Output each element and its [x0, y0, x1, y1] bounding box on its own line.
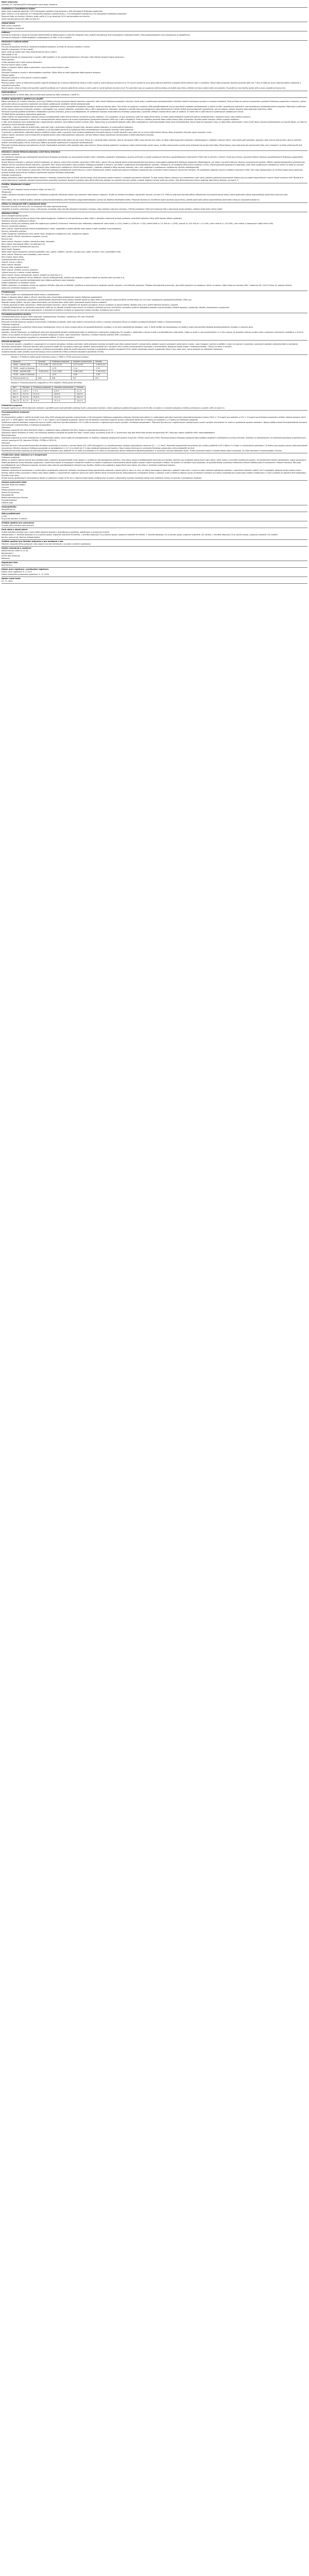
section-heading: Dávkování a způsob podání [2, 41, 29, 43]
section [2, 31, 307, 41]
section-paragraph: Souhrn bezpečnostního profilu [2, 215, 28, 217]
section-paragraph: 22. 11. 2022 [2, 580, 13, 582]
section-paragraph: Vzácné: Sucho v ústech. [2, 261, 23, 263]
section-heading: Zvláštní opatření pro uchovávání [2, 521, 35, 524]
section [2, 529, 307, 540]
section-heading: Interakce s jinými léčivými přípravky a jiné formy interakce [2, 151, 60, 153]
section-paragraph: Azelastin-hydrochlorid [2, 329, 21, 331]
section-paragraph: Údaje o podávání azelastin-hydrochloridu a flutikason-propionátu těhotným ženám jsou omezené nebo nejsou k dispozici. Studie na zvířatech prokázaly reprodukční toxicitu (viz bod 5.3). Proto se přípravek Dymista během těhotenství má používat pouze tehdy, pokud potenciální přínos ospravedlňuje potenciální riziko pro plod. [2, 194, 288, 196]
section-paragraph: Nálezy ve studiích obecné toxicity byly podobné jako u ostatních glukokortikoidů a jsou spojeny s nadměrnou farmakologickou aktivitou. Tyto nálezy nejsou pravděpodobně relevantní pro člověka, kterému jsou podávány doporučené nosní dávky, které vedou k minimální systémové expozici. Ve standardních testech genotoxicity nebyly pozorovány žádné genotoxické účinky flutikason-propionátu. Kromě toho nebylo ve dvouletých inhalačních studiích na myších a potkanech zaznamenáno žádné zvýšení výskytu nádorů související s léčbou. Ve studiích na zvířatech bylo prokázáno, že glukokortikoidy vyvolávají malformace včetně rozštěpu patra a intrauterinní růstové retardace. Toto platí pravděpodobně i pro flutikason-propionát, ale tento nález nebude pravděpodobně relevantní pro člověka, kterému jsou podávány doporučené nosní dávky, jež vedou k minimální systémové expozici. [2, 459, 306, 466]
section [2, 562, 307, 568]
section-paragraph: Přípravek Dymista podléhá rozsáhlému metabolismu prvního průchodu, proto je pravděpodobné, že systémová expozice intranazálnímu flutikason-propionátu u pacientů s těžkým onemocněním jater je zvýšená. To může vést k vyšší frekvenci systémových nežádoucích účinků. [2, 111, 244, 113]
table-header-cell: Flutikason-propionát [31, 386, 53, 389]
section-paragraph: Po podání přípravku Dymista se často může objevit dysgeuzie, nepříjemná chuť specifická pro látku (často v důsledku nesprávné metody podávání, konkrétně naklonění hlavy příliš dozadu během podávání). [2, 217, 183, 219]
section [2, 313, 307, 341]
table-header-cell: Azelastin-hydrochlorid [71, 360, 94, 363]
section-heading: Druh obalu a obsah balení [2, 528, 28, 531]
section [2, 8, 307, 22]
table-cell: 25,0 % [31, 396, 53, 399]
section-paragraph: Azelastin-hydrochlorid nevykazoval u morčat žádný senzibilizační potenciál. Azelastin nevykazoval žádný genotoxický potenciál v baterii testů in vitro a in vivo, ani žádný karcinogenní potenciál u potkanů nebo myší. U samců a samic potkanů způsoboval azelastin v perorálních dávkách vyšších než 3 mg/kg/den dávkově závislý pokles indexu fertility; žádné změny související s látkou však nebyly zjištěny v reprodukčních orgánech samců ani samic během studií chronické toxicity. Embryotoxické a teratogenní účinky u potkanů, myší a králíků se objevily pouze při dávkách toxických pro matku (například byly pozorovány kosterní malformace u myší a potkanů při dávkách 68,6 mg/kg/den). [2, 469, 307, 474]
section-heading: Kvalitativní a kvantitativní složení [2, 8, 36, 10]
section-paragraph: Méně časté: Nosní diskomfort (včetně podráždění nosu, pálení, svědění), kýchání, suchost nosu, kašel, suchost v krku, podráždění hrdla. [2, 251, 121, 253]
table-cell: rTOSS – rozdíl vs Dymista [11, 374, 37, 377]
section-paragraph: Hlášení podezření na nežádoucí účinky [2, 282, 36, 284]
section-paragraph: Přípravek Dymista obsahuje benzalkonium-chlorid. Dlouhodobé používání může způsobit otok nosní sliznice. Pokud existuje podezření na takovou reakci (přetrvávající ucpání nosu), je třeba pokud možno použít nosní přípravek bez konzervační látky. Pokud takový nosní přípravek bez konzervační látky není k dispozici, je třeba zvážit použití jiné lékové formy. [2, 144, 302, 149]
section-paragraph: Porucha zraku [2, 137, 14, 139]
section-paragraph: Studie toxicity opakovaných intranazálních dávek na potkanech trvající až 90 dní a 14denní studie lokální snášenlivosti na psech s přípravkem Dymista neodhalily žádné nové nežádoucí účinky ve srovnání s jednotlivými složkami. [2, 477, 202, 479]
section-paragraph: Velmi vzácné: Hypersenzitivita včetně anafylaktických reakcí, angioedému (edém obličeje nebo jazyka a kožní vyrážka), bronchospasmu. [2, 228, 122, 230]
section-paragraph: Příprava spreje: Láhev je třeba před použitím opatrně protřepat asi 5 sekund nakláněním nahoru a dolů a poté je nutné sejmout ochranný kryt. Při prvním použití se musí sprej připravit stlačením pumpičky 6krát směrem dolů a uvolněním. Pokud nebyl přípravek Dymista používán déle než 7 dnů, je třeba jej znovu připravit jedním stlačením a uvolněním pumpičky. [2, 82, 301, 87]
section [2, 513, 307, 522]
section-paragraph: Pro plný terapeutický účinek je nezbytné pravidelné používání. Je třeba se vyhnout kontaktu s očima. [2, 46, 91, 48]
table-cell: -3,48 (4,03) [37, 370, 50, 373]
section-paragraph: Fertilita [2, 186, 8, 188]
table-cell: -0,50 [71, 374, 94, 377]
section-paragraph: Hypersenzitivita na léčivé látky nebo na kteroukoli pomocnou látku uvedenou v bodě 6.1. [2, 94, 80, 96]
section-heading: Datum první registrace / prodloužení registrace [2, 568, 49, 570]
table-cell: 34,9 % [31, 399, 53, 402]
table-cell: Den 3 [11, 393, 21, 396]
section-paragraph: Chraňte před chladem nebo mrazem. [2, 524, 35, 527]
section-paragraph: Nežádoucí účinky jsou seřazeny podle tříd orgánových systémů a frekvence. Frekvence jsou definovány následovně: velmi časté (≥ 1/10), časté (≥ 1/100 až < 1/10), méně časté (≥ 1/1 000 až < 1/100), vzácné (≥ 1/10 000 až < 1/1 000), velmi vzácné (< 1/10 000), není známo (z dostupných údajů nelze určit). [2, 223, 274, 225]
section [2, 411, 307, 454]
section-paragraph: Farmakoterapeutická skupina: Nosní přípravky, kortikosteroidy, flutikason, kombinace; ATC kód: R01AD58. [2, 316, 95, 318]
section-heading: Datum revize textu [2, 577, 21, 580]
table-cell: -1,14 [71, 367, 94, 370]
section-paragraph: Velmi vzácné: Závrať, somnolence (ospalost, únava). [2, 235, 48, 238]
section-heading: Doba použitelnosti [2, 512, 20, 515]
table-cell: 846 [50, 377, 71, 380]
section-heading: Pediatrická populace [2, 404, 23, 406]
section [2, 341, 307, 355]
section-paragraph: V souvislosti se systémovým a topickým podáváním kortikosteroidů může dojít k poruše zraku. Pokud se u pacienta objeví příznaky, jako je rozmazané vidění nebo jiné poruchy zraku, je třeba zvážit doporučení pacienta k oftalmologovi k vyšetření možných příčin, mezi které patří katarakta, glaukom nebo vzácná onemocnění, jako je centrální serózní chorioretinopatie (CSCR), která byla hlášena po použití systémových a topických kortikosteroidů. [2, 139, 302, 144]
section-paragraph: Ve srovnání s registrovaným nosním sprejem s flutikason-propionátem došlo při použití přípravku Dymista k podstatnému zlepšení symptomů (50% snížení závažnosti nosních symptomů) dříve (3 dny nebo více), což se projevilo ve výsledcích hodnocení. [2, 348, 224, 350]
section-paragraph: Dymista 137 mikrogramů/50 mikrogramů nosní sprej, suspenze [2, 4, 58, 6]
section-paragraph: Tabulkový seznam nežádoucích účinků [2, 220, 36, 222]
section-paragraph: Studie lékových interakcí u zdravých jedinců prokázala, že ritonavir (velmi silný inhibitor cytochromu P450 3A4) v dávce 100 mg dvakrát denně zvýšil plazmatické koncentrace intranazálně podávaného flutikason-propionátu několiksetkrát, což vedlo k výrazně sníženým sérovým koncentracím kortizolu. Během postmarketingového používání byly hlášeny klinicky významné lékové interakce u pacientů, kteří užívali intranazální nebo inhalační flutikason-propionát a ritonavir, což vedlo k systémovým kortikosteroidním účinkům. Očekává se, že souběžná léčba jinými inhibitory CYP3A, včetně přípravků obsahujících kobicistat, zvýší riziko systémových nežádoucích účinků. Je třeba se vyhnout této kombinaci, pokud přínos nepřeváží zvýšené riziko systémových nežádoucích účinků kortikosteroidů; v takovém případě je třeba pacienty sledovat, zda u nich nedochází k systémovým nežádoucím účinkům kortikosteroidů. [2, 161, 305, 168]
table-cell: -0,33 [50, 374, 71, 377]
table-cell: -4,17 (4,52) [71, 363, 94, 366]
section-paragraph: Pomocné látky se známým účinkem: jeden vstřik (0,14 g) obsahuje 0,014 mg benzalkonium-chloridu. [2, 15, 90, 18]
section-paragraph: Velmi vzácné: Perforace nosní přepážky, eroze sliznice. [2, 253, 50, 256]
table-cell: -4,51 (4,75) [50, 363, 71, 366]
section-paragraph: Jeden vstřik do každé nosní dírky dvakrát denně (ráno a večer). [2, 51, 57, 53]
section [2, 98, 307, 151]
table-cell: -2,98 (4,20) [94, 363, 108, 366]
section-paragraph: Kojení [2, 196, 7, 198]
table-header-cell: Dymista [21, 386, 31, 389]
section-paragraph: Podávání flutikason-propionátu v dávce 200 mikrogramů/den nebylo spojeno se supresí hypotalamo-hypofyzárně-adrenální (HPA) osy u dětí a dospělých. Proto je u každého pacienta třeba zvážit přínosy léčby přípravkem Dymista oproti možným rizikům suprese nadledvin. [2, 118, 239, 121]
section-heading: Předklinické údaje vztahující se k bezpečnosti [2, 453, 47, 456]
section-paragraph: Poruchy kůže a podkožní tkáně [2, 266, 29, 268]
section-paragraph: 2 roky [2, 515, 7, 517]
section-paragraph: Fenylethylalkohol [2, 499, 17, 501]
table-header-cell: Den [11, 386, 21, 389]
section-paragraph: Ve 4 klinických studiích u dospělých a dospívajících se sezónní alergickou rinitidou vedl jeden vstřik přípravku Dymista do každé nosní dírky dvakrát denně k významnému zlepšení nosních symptomů (zahrnujících rinoreu, nosní kongesci, kýchání a svědění v nose) ve srovnání s placebem, samotným azelastin-hydrochloridem a samotným flutikason-propionátem. Přípravek Dymista také významně zlepšil oční symptomy (zahrnující svědění, slzení/vodnaté oči a zarudnutí očí) a kvalitu života pacientů související s onemocněním (Dotazník kvality života u rinokonjunktivitidy – RQLQ) ve všech 4 studiích. [2, 343, 298, 348]
table-cell: 21,9 % [21, 393, 31, 396]
section-paragraph: Návod k použití [2, 79, 15, 81]
section [2, 481, 307, 506]
section [2, 212, 307, 291]
section-paragraph: Velmi vzácné: Nauzea. [2, 264, 22, 266]
section [2, 454, 307, 481]
section-heading: Zvláštní opatření pro likvidaci přípravku a pro zacházení s ním [2, 540, 63, 543]
section-heading: Léková forma [2, 22, 15, 24]
section-paragraph: U těchto pacientů je třeba pokračovat v léčbě přípravkem Dymista v dávce dostatečné ke kontrole symptomů; funkce nadledvin se obnoví během několika dnů a lze ji ověřit měřením kortizolu v plazmě. [2, 304, 179, 306]
section [2, 91, 307, 98]
section-paragraph: Celkové poruchy a reakce v místě aplikace [2, 272, 39, 274]
section-paragraph: Rychlost eliminace intravenózně podaného flutikason-propionátu je lineární v rozmezí dávek 250–1000 mikrogramů a je charakterizována vysokou plazmatickou clearance (CL = 1,1 l/min). Maximální plazmatické koncentrace jsou sníženy přibližně o 98 % během 3–4 hodin a s terminálním poločasem 7,8 hodiny byly spojeny pouze nízké plazmatické koncentrace. Renální clearance flutikason-propionátu je zanedbatelná (< 0,2 %) a méně než 5 % jako metabolit karboxylové kyseliny. Hlavní cestou eliminace je vylučování flutikason-propionátu a jeho metabolitů do žluči. [2, 444, 307, 449]
section-paragraph: Není známo: Nosní vředy. [2, 256, 24, 258]
section-paragraph: Neuplatňuje se. [2, 508, 15, 511]
section-heading: Registrační číslo [2, 561, 18, 564]
table-cell: Den 14 [11, 399, 21, 402]
table-cell: 847 [71, 377, 94, 380]
section-paragraph: Nosní sprej, suspenze. [2, 25, 21, 27]
table-cell: 851 [94, 377, 108, 380]
table-cell: 10,8 % [75, 393, 85, 396]
section-paragraph: Flutikason-propionát je rychle odstraňován ze systémového oběhu, hlavně jaterním metabolismem na neaktivní metabolit karboxylové kyseliny enzymem CYP3A4 cytochromu P450. Perorálně podaný flutikason-propionát také podléhá rozsáhlému metabolismu prvního průchodu. Azelastin je metabolizován na N-desmethylazelastin prostřednictvím různých izoenzymů CYP, zejména CYP3A4, CYP2D6 a CYP2C19. [2, 436, 306, 442]
section-paragraph: Čištěná voda [2, 501, 13, 504]
table-cell: 22,8 % [75, 399, 85, 402]
section-paragraph: Velmi časté: Epistaxe. [2, 248, 21, 250]
section-paragraph: Bílá homogenní suspenze. [2, 27, 25, 29]
section-paragraph: Distribuce [2, 426, 11, 429]
section [2, 183, 307, 203]
section-paragraph: Gastrointestinální poruchy [2, 259, 25, 261]
section-heading: Fertilita, těhotenství a kojení [2, 183, 30, 185]
section-heading: Indikace [2, 31, 10, 33]
table-cell: 11,8 % [21, 389, 31, 393]
table-cell: -5,31 (5,08) [37, 363, 50, 366]
section-paragraph: Ojediněle se mohou vyskytnout únava, vyčerpanost, ochablost nebo závratě způsobené samotnou chorobou nebo užíváním přípravku Dymista. V těchto případech může být schopnost řídit a obsluhovat stroje zhoršena. Alkohol může tento účinek zesílit. [2, 208, 223, 210]
section-paragraph: V případě předávkování po náhodném perorálním požití lze na základě výsledků experimentů na zvířatech očekávat poruchy centrálního nervového systému způsobené azelastin-hydrochloridem (včetně ospalosti, zmatenosti, kómatu, tachykardie a hypotenze). [2, 307, 230, 309]
section-paragraph: Azelastin, derivát ftalazinonu, je klasifikován jako silná dlouhodobě působící antialergická látka se selektivními vlastnostmi antagonisty H1 receptoru, stabilizátoru žírných buněk a protizánětlivými vlastnostmi. Údaje ze studií in vivo (preklinických) a in vitro ukazují, že azelastin inhibuje syntézu nebo uvolňování chemických mediátorů, o nichž je známo, že se podílejí na časných a pozdních stadiích alergických reakcí, např. leukotrienů, histaminu, inhibitorů aktivity destiček (PAF) a serotoninu. [2, 331, 304, 336]
table-cell: 7,3 % [31, 389, 53, 393]
section-paragraph: Respirační, hrudní a mediastinální poruchy [2, 246, 39, 248]
table-cell: -1,09 [94, 374, 108, 377]
section-paragraph: Mohou se objevit systémové účinky některých nosních kortikosteroidů, zejména při podávání vysokých dávek po dlouhou dobu (viz bod 4.4). [2, 277, 125, 279]
section-paragraph: Poruchy nervového systému [2, 230, 27, 232]
table-cell: 24,2 % [53, 396, 75, 399]
section-paragraph: Přípravek Dymista obsahuje azelastin-hydrochlorid a flutikason-propionát, které mají rozdílný mechanismus účinku a vykazují synergický účinek ve zlepšení symptomů alergické rinitidy a rinokonjunktivitidy. [2, 321, 182, 323]
section-paragraph: 61352 Bad Homburg [2, 554, 20, 557]
section-paragraph: Flutikason-propionát [2, 324, 20, 326]
section-paragraph: U dětí, které dostávají nosní kortikosteroidy v doporučených dávkách, bylo hlášeno snížení rychlosti růstu. Doporučuje se pravidelně sledovat výšku dětí a dospívajících, kteří dlouhodobě užívají nosní kortikosteroidy. Pokud dojde ke zpomalení růstu, je třeba léčbu přehodnotit s cílem snížit dávku nosního kortikosteroidu na nejnižší dávku, při které je udržována účinná kontrola symptomů. [2, 121, 307, 126]
section-paragraph: Přípravek Dymista má mírný vliv na schopnost řídit nebo obsluhovat stroje. [2, 206, 67, 208]
section-paragraph: Nejsou k dispozici žádné údaje o účincích akutního nebo chronického předávkování nosním flutikason-propionátem. [2, 296, 103, 298]
section-paragraph: Není známo: Rozmazané vidění (viz také bod 4.4). [2, 243, 46, 245]
section-paragraph: Přípravek Dymista se nedoporučuje k použití u dětí mladších 12 let, protože bezpečnost a účinnost v této věkové skupině nebyla stanovena. [2, 56, 125, 58]
section-paragraph: Dymista je indikován k úlevě od příznaků středně těžké až těžké sezónní a celoroční alergické rýmy, jestliže monoterapie buď intranazálním antihistaminikem, nebo glukokortikoidem není považována za dostatečnou. [2, 34, 191, 36]
section-paragraph: Azelastin-hydrochlorid [2, 174, 21, 176]
section [2, 578, 307, 584]
section-paragraph: Velmi vzácné: Vyrážka, pruritus, kopřivka. [2, 269, 39, 271]
section-heading: Název přípravku [2, 1, 18, 3]
section-paragraph: Starší pacienti [2, 59, 14, 61]
section-paragraph: Těhotenství [2, 191, 12, 193]
table-header-cell: Parametr [11, 360, 37, 363]
section-paragraph: Německo [2, 557, 10, 560]
section-paragraph: Absorpce [2, 413, 10, 416]
table-cell: 31,4 % [21, 396, 31, 399]
section-paragraph: Podávání dávek vyšších, než jsou doporučené dávky, po dlouhou dobu může vést k přechodné supresi funkce nadledvin. [2, 301, 108, 303]
table-row [11, 377, 108, 380]
section-paragraph: Na trhu nemusí být všechny velikosti balení. [2, 536, 41, 538]
section-paragraph: Porucha funkce ledvin a jater [2, 64, 27, 66]
table-cell: -2,33 [94, 367, 108, 370]
table-cell: Počet pacientů (n) [11, 377, 37, 380]
section-paragraph: Poruchy oka [2, 238, 12, 240]
section-paragraph: U pacientů léčených nosními kortikosteroidy byla hlášena perforace nosní přepážky. [2, 279, 75, 281]
section-paragraph: Datum posledního prodloužení registrace: 3. 12. 2018 [2, 573, 49, 575]
section-paragraph: Za normálních okolností jsou plazmatické koncentrace flutikason-propionátu po intranazálním podání nízké v důsledku rozsáhlého metabolismu prvního průchodu a vysoké systémové clearance zprostředkované cytochromem P450 3A4 ve střevě a v játrech. Proto jsou klinicky významné lékové interakce zprostředkované flutikason-propionátem nepravděpodobné. [2, 156, 303, 161]
section-paragraph: Flutikason-propionát [2, 154, 20, 156]
section-paragraph: Infekce nosních dýchacích cest je třeba léčit antibakteriálními nebo antimykotickými přípravky, ale tyto infekce nejsou specifickou kontraindikací k léčbě přípravkem Dymista. [2, 134, 154, 136]
section-paragraph: U pacientů s tuberkulózou, jakýmkoli druhem neléčené infekce nebo u pacientů, kteří nedávno podstoupili chirurgický zákrok či utrpěli poranění nosu nebo úst, je nutné zvážit možné přínosy léčby přípravkem Dymista oproti možnému riziku. [2, 131, 212, 133]
section-paragraph: Flutikason-propionát má velký distribuční objem v ustáleném stavu (přibližně 318 litrů). Vazba na plazmatické proteiny je 91 %. [2, 429, 113, 431]
table-cell: 848 [37, 377, 50, 380]
section-paragraph: Flutikason-propionát [2, 456, 20, 459]
table-cell: 16,9 % [53, 393, 75, 396]
section-paragraph: Při používání nosních kortikosteroidů se mohou objevit systémové účinky, obzvláště při podávání vysokých dávek po dlouhou dobu. Tyto účinky se vyskytují s mnohem nižší pravděpodobností než při perorálním podávání kortikosteroidů a mohou se lišit u jednotlivých pacientů a mezi jednotlivými kortikosteroidními přípravky. Potenciální systémové účinky mohou zahrnovat Cushingův syndrom, cushingoidní rysy, supresi nadledvin, zpomalení růstu u dětí a dospívajících, kataraktu, glaukom a vzácněji řadu psychologických nebo behaviorálních účinků včetně psychomotorické hyperaktivity, poruch spánku, úzkosti, deprese nebo agresivity (zejména u dětí). [2, 106, 306, 110]
table-row [11, 399, 85, 402]
section [2, 547, 307, 562]
section-paragraph: Všechen nepoužitý léčivý přípravek nebo odpad musí být zlikvidován v souladu s místními požadavky. [2, 543, 91, 545]
section-heading: Účinky na schopnost řídit a obsluhovat stroje [2, 203, 46, 205]
section-paragraph: Poruchy imunitního systému [2, 225, 27, 227]
section-paragraph: Mikrokrystalická celulosa [2, 488, 24, 491]
table-cell: — [37, 374, 50, 377]
section-paragraph: Uvedená tabulka uvádí výsledky souhrnné analýzy hlavní proměnné (rTNSS) a klíčové sekundární proměnné (rTOSS). [2, 351, 105, 353]
section-divider [2, 354, 307, 355]
table-cell: -2,39 (3,52) [94, 370, 108, 373]
table-cell: 15,4 % [31, 393, 53, 396]
section-paragraph: Použití spreje: Láhev je třeba před použitím opatrně protřepat asi 5 sekund nakláněním nahoru a dolů a poté je nutné sejmout ochranný kryt. Po vysmrkání nosu se suspenze vstřikne jednou do každé nosní dírky, přičemž se hlava naklání dolů (viz obrázek). Po použití se musí špička spreje otřít a znovu nasadit ochranný kryt. [2, 87, 286, 89]
document [0, 0, 309, 584]
section-paragraph: Evropská agentura pro léčivé přípravky rozhodla o zproštění povinnosti předložit výsledky studií s přípravkem Dymista u všech podskupin pediatrické populace do 6 let věku se sezónní a celoroční alergickou rinitidou (informace o použití u dětí viz bod 4.2). [2, 406, 225, 409]
section-paragraph: U této populace není nutná úprava dávkování. [2, 61, 42, 63]
section-paragraph: Způsob podání [2, 74, 15, 76]
table-caption: Tabulka 1: Průměrná změna oproti výchozímu stavu v rTNSS a rTOSS (souhrnná analýza) [11, 355, 89, 358]
section-paragraph: Azelastin-hydrochlorid [2, 466, 21, 469]
section-paragraph: Dymista je indikován k léčbě dospělých a dospívajících ve věku 12 let a starších. [2, 37, 72, 39]
table-caption: Tabulka 2: Procento pacientů s odpovědí (≥ 50% zlepšení rTNSS) podle dne léčby [11, 381, 82, 384]
table-cell: 41,1 % [21, 399, 31, 402]
section-heading: Předávkování [2, 291, 15, 293]
table-cell: rTOSS – průměr (SD) [11, 370, 37, 373]
section [2, 522, 307, 529]
section-paragraph: Není známo, zda se nazálně podaný azelastin-hydrochlorid/metabolity nebo flutikason-propionát/metabolity vylučují do lidského mateřského mléka. Přípravek Dymista se má během kojení používat pouze tehdy, jestliže potenciální přínos ospravedlňuje potenciální riziko pro novorozence/kojence. [2, 199, 260, 201]
table-cell: -2,98 (3,67) [71, 370, 94, 373]
table-cell: 31,2 % [53, 399, 75, 402]
table-cell: -0,79 [50, 367, 71, 370]
section-heading: Zvláštní upozornění a opatření pro použití [2, 98, 43, 100]
section-paragraph: Po intranazálním podání 2 vstřiků do každé nosní dírky (548 mikrogramů azelastin-hydrochloridu a 200 mikrogramů flutikason-propionátu) přípravku Dymista byla střední (± směrodatná odchylka) maximální plazmatická expozice (Cmax) 194,5 ± 74,4 pg/ml pro azelastin a 10,3 ± 3,9 pg/ml pro flutikason-propionát a střední celková expozice (AUC) byla 4217 ± 2618 pg/ml.h pro azelastin a 97,7 ± 43,1 pg/ml.h pro flutikason-propionát. Střední čas do dosažení maximální expozice (tmax) z jednotlivé dávky byl 0,5 hodiny pro azelastin a 1,0 hodiny pro flutikason-propionát. [2, 416, 306, 421]
table-header-cell: Azelastin-hydrochlorid [53, 386, 75, 389]
section-paragraph: Děti mladší 12 let [2, 54, 18, 56]
section-paragraph: Dihydrát dinatrium-edetátu [2, 483, 26, 486]
section-paragraph: Nejsou k dispozici žádné údaje o pacientech s poruchou funkce ledvin a jater. [2, 66, 70, 69]
table-cell: — [37, 367, 50, 370]
section-paragraph: Flutikason-propionát je syntetický trifluorovaný kortikosteroid, který má velmi vysokou afinitu ke glukokortikoidnímu receptoru a má silné protizánětlivé působení, např. 3–5krát silnější než dexametazon ve studiích vazby klonovaného lidského glukokortikoidního receptoru a exprese genu. [2, 326, 254, 328]
section-paragraph: Úleva od nosních alergických symptomů je pozorována během 15 minut po podání. [2, 336, 75, 338]
section-paragraph: Jeden vstřik (0,14 g) obsahuje 137 mikrogramů azelastin-hydrochloridu (= 125 mikrogramů azelastinu) a 50 mikrogramů flutikason-propionátu. [2, 13, 127, 15]
section-paragraph: Velmi vzácné: Únava (vyčerpanost, únava), slabost (viz také bod 4.7). [2, 274, 63, 276]
section-paragraph: Jeden gram suspenze obsahuje 1 000 mikrogramů azelastin-hydrochloridu a 365 mikrogramů flutikason-propionátu. [2, 10, 104, 12]
section-paragraph: Během používání po uvedení přípravku na trh byly hlášeny klinicky významné lékové interakce u pacientů, kteří užívali flutikason-propionát a ritonavir, které vedly k systémovým kortikosteroidním účinkům včetně Cushingova syndromu a suprese nadledvin. Proto je třeba se vyhnout současnému používání flutikason-propionátu a ritonaviru, pokud potenciální přínos pro pacienta nepřeváží nad rizikem systémových vedlejších účinků kortikosteroidů. [2, 100, 306, 105]
section-paragraph: Při léčbě těchto pacientů je doporučena opatrnost. [2, 113, 46, 115]
section-paragraph: Datum první registrace: 6. 3. 2013 [2, 570, 32, 573]
section-paragraph: Velikost balení: 1 lahvička obsahující 6,4 g nosního spreje, suspenze (nejméně 28 vstřiků), 1 lahvička obsahující 10 g nosního spreje, suspenze (nejméně 56 vstřiků), 1 lahvička obsahující 23 g nosního spreje, suspenze (nejméně 120 vstřiků), 1 lahvička obsahující 25 g nosního spreje, suspenze (nejméně 120 vstřiků). [2, 533, 278, 536]
table-cell: rTNSS – rozdíl vs Dymista [11, 367, 37, 370]
data-table [11, 386, 85, 403]
section-paragraph: Úplný seznam pomocných látek viz bod 6.1. [2, 18, 40, 20]
section [2, 540, 307, 547]
section-heading: Inkompatibility [2, 505, 16, 508]
section-paragraph: Časté: Dysgeuzie (nepříjemná chuť), bolest hlavy, dysgeuzie (nepříjemná chuť), nepříjemný zápach. [2, 233, 90, 235]
table-header-cell: Placebo [75, 386, 85, 389]
section-heading: Seznam pomocných látek [2, 481, 27, 483]
section-heading: Kontraindikace [2, 91, 16, 93]
section [2, 404, 307, 411]
table-cell: Den 1 [11, 389, 21, 393]
section-paragraph: U pacientů, u kterých došlo ke změně zraku nebo kteří mají v anamnéze zvýšený nitrooční tlak, glaukom a/nebo kataraktu, je nutné pečlivé sledování. [2, 126, 133, 128]
section-heading: Farmakokinetické vlastnosti [2, 411, 29, 413]
section-paragraph: Systémová expozice flutikason-propionátu byla při podání přípravku Dymista přibližně o 50 % vyšší ve srovnání s registrovaným nosním sprejem s flutikason-propionátem. Přípravek Dymista byl s registrovaným azelastinovým nosním sprejem ekvivalentní ve vztahu k systémové expozici azelastinu. Nebyly zjištěny žádné farmakokinetické interakce mezi azelastin-hydrochloridem a flutikason-propionátem. [2, 421, 307, 426]
section-paragraph: Dospělí a dospívající (12 let a starší) [2, 48, 33, 50]
section-paragraph: Nebyly provedeny žádné specifické studie interakcí s azelastin-hydrochloridem ve formě nosního spreje. Byly provedeny studie interakcí s vysokými perorálními dávkami. Ty však nemají žádnou relevanci pro azelastinový nosní sprej, protože systémové plazmatické hladiny jsou po podání doporučených nosních dávek mnohem nižší. Nicméně je nutná opatrnost při podávání azelastin-hydrochloridu pacientům současně užívajícím sedativa nebo léčivé přípravky působící na centrální nervový systém, protože sedativní účinek může být zesílen. Tyto léčivé přípravky mohou zesilovat také účinky alkoholu (viz bod 4.7). [2, 177, 303, 181]
section-paragraph: Dymista nosní sprej [2, 474, 19, 477]
section [2, 291, 307, 313]
section-paragraph: Sodná sůl karmelosy [2, 491, 20, 494]
section [2, 568, 307, 578]
section-heading: Klinické zkušenosti [2, 341, 21, 343]
section-paragraph: Jestliže se předpokládá porucha funkce nadledvin, je při převádění pacientů ze systémové léčby kortikosteroidy na přípravek Dymista nutná opatrnost. [2, 129, 134, 131]
table-cell: 16,0 % [75, 396, 85, 399]
section-paragraph: 69/153/13-C [2, 564, 12, 566]
section-paragraph: Nosní podání 2 mg flutikason-propionátu (desetinásobek doporučené denní dávky) dvakrát denně po dobu sedmi dnů zdravým dobrovolníkům nemělo žádný vliv na funkci hypotalamo-hypofyzárně-adrenální (HPA) osy. [2, 299, 192, 301]
section-paragraph: Benzstrasse 1 [2, 552, 14, 554]
section [2, 203, 307, 212]
section-paragraph: Glycerol [2, 486, 9, 488]
section-paragraph: Plazmatické eliminační poločasy po jednorázové dávce azelastinu jsou přibližně 20–25 hodin pro azelastin a 45 hodin pro terapeuticky aktivní metabolit N-desmethylazelastin. K vylučování dochází především stolicí. Trvalé vylučování malých množství dávky stolicí naznačuje, že může docházet k enterohepatální cirkulaci. [2, 449, 283, 452]
section [2, 1, 307, 8]
section-heading: Držitel rozhodnutí o registraci [2, 547, 31, 549]
data-table [11, 360, 108, 380]
table-header-cell: Flutikason-propionát [50, 360, 71, 363]
table-cell: rTNSS – průměr (SD) [11, 363, 37, 366]
section [2, 151, 307, 183]
section-paragraph: Léčba vyššími než doporučenými dávkami nosních kortikosteroidů může vést ke klinicky významné supresi nadledvin. Je-li prokázáno, že jsou používány vyšší než doporučené dávky, je třeba zvážit dodatečné systémové pokrytí kortikosteroidy v obdobích stresu nebo elektivní operace. [2, 116, 251, 118]
section-paragraph: Hnědá skleněná lahvička typu I nebo hnědá plastová lahvička s rozprašovací pumpičkou, aplikátorem a ochranným krytem. [2, 531, 110, 533]
section-paragraph: Přípravek Dymista je určen pouze k nosnímu podání. [2, 77, 48, 79]
section-paragraph: Mechanismus účinku a farmakodynamické účinky [2, 318, 45, 320]
section-paragraph: Polysorbát 80 [2, 494, 14, 496]
section-paragraph: Přípravek Dymista je vhodný k dlouhodobému používání. Délka léčby by měla odpovídat době expozice alergenu. [2, 72, 101, 74]
section-paragraph: Roztok benzalkonium-chloridu [2, 496, 28, 499]
section-heading: Nežádoucí účinky [2, 212, 19, 214]
section-paragraph: Eliminace [2, 442, 10, 444]
table-header-cell: Placebo [94, 360, 108, 363]
section [2, 506, 307, 513]
section-paragraph: Distribuční objem azelastinu je velký, což naznačuje distribuci převážně do periferních tkání. Úroveň vazby na proteiny je 80–90 %. Kromě toho mají obě léčivé látky širokou terapeutickou šíři. Proto jsou reakce vytěsnění léčiv nepravděpodobné. [2, 431, 215, 434]
table-header-cell: Dymista [37, 360, 50, 363]
section [2, 22, 307, 31]
section-heading: Farmakoterapeutická skupina [2, 313, 31, 315]
section [2, 41, 307, 91]
section-paragraph: Biotransformace [2, 434, 16, 436]
section-paragraph: Hlášení podezření na nežádoucí účinky po registraci léčivého přípravku je důležité. Umožňuje to pokračovat ve sledování poměru přínosů a rizik léčivého přípravku. Žádáme zdravotnické pracovníky, aby hlásili podezření na nežádoucí účinky na adresu: Státní ústav pro kontrolu léčiv, Šrobárova 48, 100 41 Praha 10, webové stránky: www.sukl.cz/nahlasit-nezadouci-ucinek. [2, 284, 293, 289]
section-paragraph: Délka léčby [2, 69, 12, 71]
section-paragraph: MEDA Pharma GmbH & Co. KG [2, 549, 28, 552]
table-cell: -3,15 (3,82) [50, 370, 71, 373]
table-cell: 8,6 % [53, 389, 75, 393]
section-paragraph: Velmi vzácné: Glaukom, zvýšení nitroočního tlaku, katarakta. [2, 241, 55, 243]
section-paragraph: Studie ukázaly, že jiné inhibitory cytochromu P450 3A4 způsobují zanedbatelné (erythromycin) a mírné (ketokonazol) zvýšení systémové expozice flutikason-propionátu bez výrazného snížení sérových koncentrací kortizolu. Při souběžném podávání silných inhibitorů cytochromu P450 3A4 (např. ketokonazolu) je nicméně doporučena opatrnost, protože existuje potenciál pro zvýšenou systémovou expozici flutikason-propionátu. [2, 169, 303, 174]
section-paragraph: O fertilitě jsou k dispozici pouze omezené údaje (viz bod 5.3). [2, 189, 56, 191]
section-divider [2, 583, 307, 584]
section-paragraph: Léčba těchto poruch musí být symptomatická. V závislosti na požitém množství se doporučuje výplach žaludku. Antidotum není známo. [2, 309, 121, 311]
section-paragraph: Při nosním podání se nepředpokládá žádná reakce z předávkování. [2, 294, 60, 296]
table-cell: Den 7 [11, 396, 21, 399]
section-paragraph: Po prvním otevření: 6 měsíců [2, 517, 27, 520]
table-cell: 5,2 % [75, 389, 85, 393]
section-paragraph: Dávkování [2, 43, 11, 45]
